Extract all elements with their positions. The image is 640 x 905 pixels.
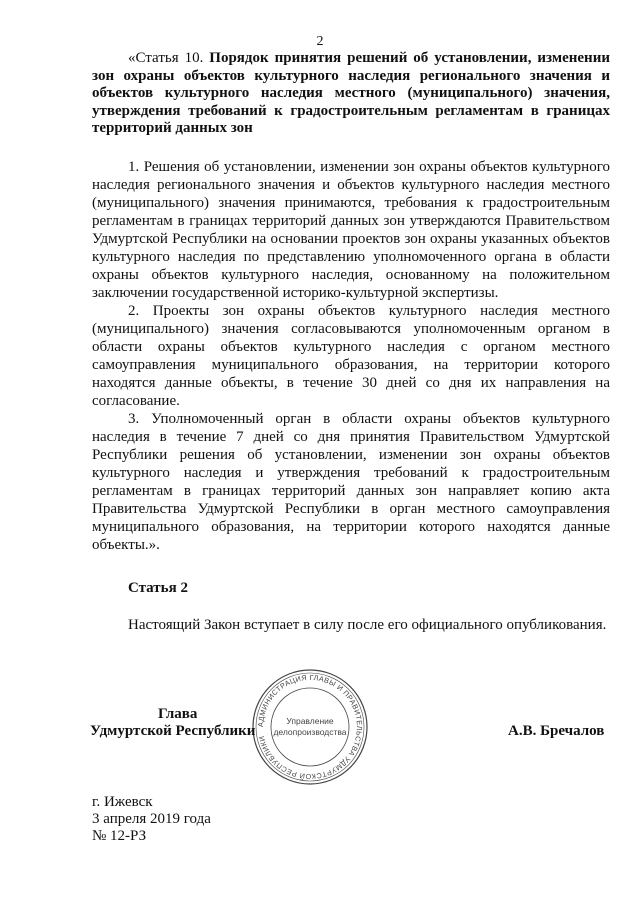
document-footer — [92, 794, 211, 845]
stamp-line-1: Управление — [286, 716, 334, 726]
article-heading-prefix: «Статья 10. — [128, 50, 204, 66]
article-2-text: Настоящий Закон вступает в силу после его официального опубликования. — [128, 617, 607, 633]
signatory-name: А.В. Бречалов — [508, 723, 605, 739]
paragraph-1: 1. Решения об установлении, изменении зон охраны объектов культурного наследия регионального значения и объектов культурного наследия местного (муниципального) значения принимаются, требования к градостроительным регламентам в границах территорий данных зон утверждаются Правительством Удмуртской Республики на основании проектов зон охраны указанных объектов культурного наследия по представлению уполномоченного органа в области охраны объектов культурного наследия, основанному на положительном заключении государственной историко-культурной экспертизы. — [92, 159, 610, 301]
article-heading — [92, 50, 610, 138]
stamp-ring-text: АДМИНИСТРАЦИЯ ГЛАВЫ И ПРАВИТЕЛЬСТВА УДМУРТСКОЙ РЕСПУБЛИКИ — [255, 672, 365, 782]
article-heading-title: Порядок принятия решений об установлении, изменении зон охраны объектов культурного наследия регионального значения и объектов культурного наследия местного (муниципального) значения, утверждения требований к градостроительным регламентам в границах территорий данных зон — [92, 50, 610, 137]
stamp-line-2: делопроизводства — [273, 727, 347, 737]
paragraph-3: 3. Уполномоченный орган в области охраны объектов культурного наследия в течение 7 дней со дня принятия Правительством Удмуртской Республики решения об установлении, изменении зон охраны объектов культурного наследия и утверждения требований к градостроительным регламентам в границах территорий данных зон направляет копию акта Правительства Удмуртской Республики в орган местного самоуправления муниципального образования, на территории которого находятся данные объекты.». — [92, 411, 610, 553]
official-stamp — [250, 667, 370, 787]
article-2-title: Статья 2 — [128, 580, 188, 596]
article-body — [92, 158, 610, 554]
footer-date: 3 апреля 2019 года — [92, 811, 211, 827]
signature-title-line-2: Удмуртской Республики — [90, 723, 256, 739]
footer-city: г. Ижевск — [92, 794, 153, 810]
signature-title-line-1: Глава — [158, 706, 198, 722]
paragraph-2: 2. Проекты зон охраны объектов культурного наследия местного (муниципального) значения согласовываются уполномоченным органом в области охраны объектов культурного наследия с органом местного самоуправления муниципального образования, на территории которого находятся данные объекты, в течение 30 дней со дня их направления на согласование. — [92, 303, 610, 409]
footer-number: № 12-РЗ — [92, 828, 147, 844]
page-number: 2 — [316, 34, 324, 49]
